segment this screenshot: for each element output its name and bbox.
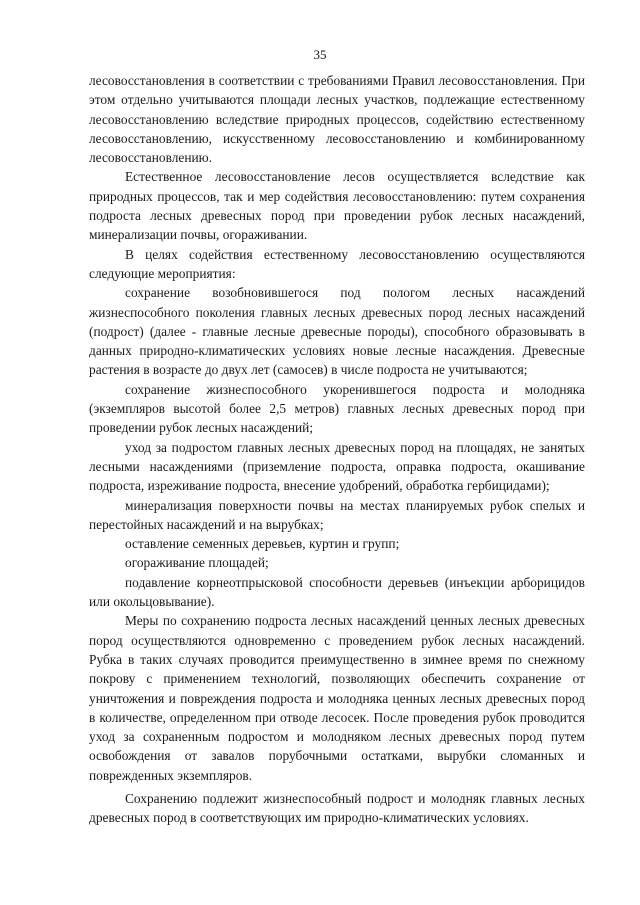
list-item-preserve-young-growth: сохранение жизнеспособного укоренившегося подроста и молодняка (экземпляров высотой более 2,5 метров) главных лесных древесных пород при проведении рубок лесных насаждений;: [89, 381, 585, 436]
list-item-undergrowth-care: уход за подростом главных лесных древесных пород на площадях, не занятых лесными насаждениями (приземление подроста, оправка подроста, окашивание подроста, изреживание подроста, внесение удобрений, обработка гербицидами);: [89, 439, 585, 494]
list-item-root-suppression: подавление корнеотпрысковой способности деревьев (инъекции арборицидов или окольцовывание).: [89, 574, 585, 610]
paragraph-preservation-subject: Сохранению подлежит жизнеспособный подрост и молодняк главных лесных древесных пород в соответствующих им природно-климатических условиях.: [89, 790, 585, 826]
list-item-seed-trees: оставление семенных деревьев, куртин и групп;: [125, 536, 400, 552]
paragraph-continuation: лесовосстановления в соответствии с требованиями Правил лесовосстановления. При этом отдельно учитываются площади лесных участков, подлежащие естественному лесовосстановлению вследствие природных процессов, содействию естественному лесовосстановлению, искусственному лесовосстановлению и комбинированному лесовосстановлению.: [89, 73, 585, 166]
list-item-preserve-undergrowth: сохранение возобновившегося под пологом лесных насаждений жизнеспособного поколения главных лесных древесных пород лесных насаждений (подрост) (далее - главные лесные древесные породы), способного образовывать в данных природно-климатических условиях новые лесные насаждения. Древесные растения в возрасте до двух лет (самосев) в числе подроста не учитываются;: [89, 285, 585, 378]
paragraph-natural-reforestation: Естественное лесовосстановление лесов осуществляется вследствие как природных процессов, так и мер содействия лесовосстановлению: путем сохранения подроста лесных древесных пород при проведении рубок лесных насаждений, минерализации почвы, огораживании.: [89, 169, 585, 243]
document-body: [89, 71, 585, 828]
list-item-soil-mineralization: минерализация поверхности почвы на местах планируемых рубок спелых и перестойных насаждений и на вырубках;: [89, 497, 585, 532]
list-item-fencing: огораживание площадей;: [125, 555, 269, 571]
page-number: 35: [313, 47, 327, 62]
paragraph-valuable-species: Меры по сохранению подроста лесных насаждений ценных лесных древесных пород осуществляются одновременно с проведением рубок лесных насаждений. Рубка в таких случаях проводится преимущественно в зимнее время по снежному покрову с применением технологий, позволяющих обеспечить сохранение от уничтожения и повреждения подроста и молодняка ценных лесных древесных пород в количестве, определенном при отводе лесосек. После проведения рубок проводится уход за сохраненным подростом и молодняком лесных древесных пород путем освобождения от завалов порубочными остатками, вырубки сломанных и поврежденных экземпляров.: [89, 613, 585, 783]
paragraph-measures-intro: В целях содействия естественному лесовосстановлению осуществляются следующие мероприятия:: [89, 246, 585, 281]
